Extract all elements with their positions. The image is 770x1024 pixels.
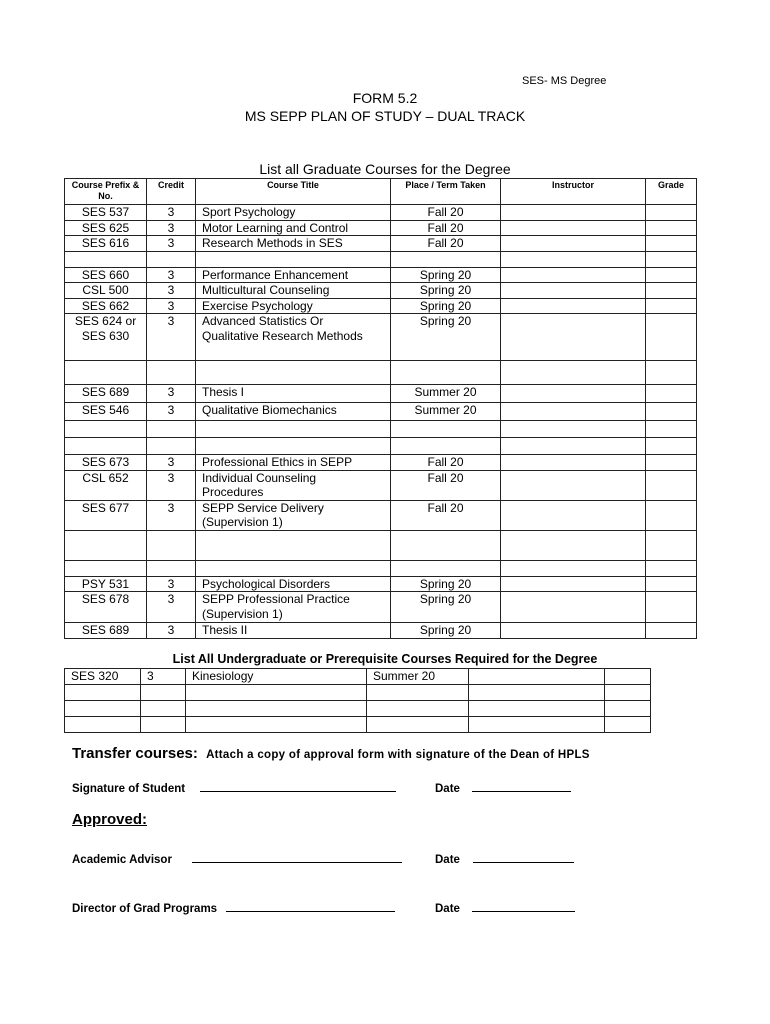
course-title-text: Qualitative Biomechanics — [202, 403, 337, 417]
course-title-cell — [196, 205, 391, 221]
term-text: Spring 20 — [419, 592, 472, 606]
undergrad-courses-heading: List All Undergraduate or Prerequisite Courses Required for the Degree — [172, 652, 598, 666]
term-cell — [367, 701, 469, 717]
course-title-cell: Kinesiology — [186, 669, 367, 685]
course-prefix-cell — [65, 251, 147, 267]
course-title-cell — [196, 298, 391, 314]
course-title-text: Psychological Disorders — [202, 576, 331, 591]
advisor-signature-row — [72, 850, 402, 868]
credit-cell — [147, 470, 196, 500]
credit-text: 3 — [167, 592, 175, 606]
instructor-cell[interactable] — [501, 592, 646, 623]
table-row — [65, 560, 697, 576]
approved-heading: Approved: — [72, 811, 147, 828]
course-prefix-cell — [65, 455, 147, 471]
course-title-cell — [196, 470, 391, 500]
course-title-text: SEPP Service Delivery (Supervision 1) — [202, 500, 324, 529]
course-prefix-cell — [65, 205, 147, 221]
term-cell — [391, 220, 501, 236]
term-cell — [391, 385, 501, 403]
instructor-cell[interactable] — [501, 251, 646, 267]
form-title: MS SEPP PLAN OF STUDY – DUAL TRACK — [244, 108, 526, 124]
course-title-text: Performance Enhancement — [202, 267, 349, 282]
instructor-cell[interactable] — [501, 455, 646, 471]
column-header-instructor: Instructor — [501, 179, 646, 205]
term-text: Summer 20 — [414, 385, 477, 399]
grade-cell[interactable] — [646, 298, 697, 314]
table-row — [65, 438, 697, 455]
credit-text: 3 — [167, 283, 175, 297]
table-row — [65, 220, 697, 236]
grade-cell[interactable] — [646, 267, 697, 283]
table-row — [65, 685, 651, 701]
course-prefix-text: PSY 531 — [81, 576, 130, 591]
student-date-line[interactable] — [472, 781, 571, 792]
credit-cell: 3 — [141, 669, 186, 685]
table-row — [65, 576, 697, 592]
credit-cell — [147, 438, 196, 455]
term-cell — [391, 530, 501, 560]
course-title-cell — [196, 623, 391, 639]
instructor-cell[interactable] — [501, 298, 646, 314]
credit-cell — [147, 500, 196, 530]
credit-text: 3 — [167, 500, 175, 515]
transfer-label: Transfer courses: — [72, 745, 198, 762]
course-title-cell — [196, 438, 391, 455]
instructor-cell[interactable] — [501, 205, 646, 221]
course-title-text: Thesis II — [202, 623, 248, 637]
course-prefix-text: SES 673 — [81, 455, 130, 469]
instructor-cell[interactable] — [501, 500, 646, 530]
grade-cell[interactable] — [646, 560, 697, 576]
grade-cell[interactable] — [605, 717, 651, 733]
course-prefix-cell — [65, 236, 147, 252]
table-row — [65, 385, 697, 403]
grade-cell[interactable] — [646, 220, 697, 236]
graduate-courses-heading: List all Graduate Courses for the Degree — [259, 161, 511, 177]
instructor-cell[interactable] — [501, 314, 646, 361]
term-cell — [391, 205, 501, 221]
student-signature-row — [72, 779, 396, 797]
term-cell — [391, 283, 501, 299]
course-title-cell — [196, 560, 391, 576]
grade-cell[interactable] — [605, 701, 651, 717]
course-prefix-cell — [65, 560, 147, 576]
course-title-cell — [186, 701, 367, 717]
course-title-text: Thesis I — [202, 385, 245, 399]
student-date-label: Date — [435, 783, 460, 795]
credit-cell — [147, 530, 196, 560]
advisor-date-label: Date — [435, 854, 460, 866]
term-text: Fall 20 — [427, 500, 464, 515]
credit-cell — [147, 236, 196, 252]
table-row — [65, 701, 651, 717]
advisor-signature-line[interactable] — [192, 852, 402, 863]
grade-cell[interactable] — [646, 500, 697, 530]
instructor-cell[interactable] — [501, 560, 646, 576]
course-prefix-cell — [65, 530, 147, 560]
course-title-cell — [196, 530, 391, 560]
credit-cell — [147, 421, 196, 438]
instructor-cell[interactable] — [501, 283, 646, 299]
grade-cell[interactable] — [646, 421, 697, 438]
credit-cell — [147, 298, 196, 314]
term-text: Fall 20 — [427, 220, 464, 235]
course-title-cell — [196, 576, 391, 592]
credit-text: 3 — [167, 403, 175, 417]
column-header-credit: Credit — [147, 179, 196, 205]
term-cell — [391, 298, 501, 314]
grade-cell[interactable] — [646, 236, 697, 252]
undergrad-courses-table — [64, 668, 651, 733]
credit-text: 3 — [167, 385, 175, 399]
credit-text: 3 — [167, 205, 175, 219]
header-tag: SES- MS Degree — [522, 75, 607, 87]
credit-cell — [147, 251, 196, 267]
credit-text: 3 — [167, 314, 175, 328]
term-text: Spring 20 — [419, 298, 472, 313]
table-row — [65, 623, 697, 639]
course-title-cell — [186, 685, 367, 701]
instructor-cell[interactable] — [501, 403, 646, 421]
course-title-cell — [196, 385, 391, 403]
course-prefix-text: SES 625 — [81, 220, 130, 235]
term-cell — [391, 592, 501, 623]
instructor-cell[interactable] — [501, 220, 646, 236]
course-prefix-cell — [65, 403, 147, 421]
term-cell — [391, 455, 501, 471]
instructor-cell[interactable] — [469, 669, 605, 685]
instructor-cell[interactable] — [501, 361, 646, 385]
grade-cell[interactable] — [605, 685, 651, 701]
table-row — [65, 669, 651, 685]
instructor-cell[interactable] — [501, 385, 646, 403]
credit-cell — [147, 560, 196, 576]
credit-text: 3 — [167, 236, 175, 250]
course-prefix-text: SES 660 — [81, 267, 130, 282]
course-title-cell — [196, 314, 391, 361]
advisor-date-line[interactable] — [473, 852, 574, 863]
credit-text: 3 — [167, 623, 175, 637]
table-row — [65, 236, 697, 252]
term-cell — [391, 361, 501, 385]
term-cell — [391, 438, 501, 455]
term-cell — [391, 421, 501, 438]
credit-cell — [147, 205, 196, 221]
course-prefix-cell — [65, 385, 147, 403]
table-row — [65, 283, 697, 299]
column-header-term: Place / Term Taken — [391, 179, 501, 205]
grade-cell[interactable] — [646, 283, 697, 299]
term-cell — [391, 403, 501, 421]
term-cell — [391, 267, 501, 283]
form-number: FORM 5.2 — [352, 90, 418, 106]
transfer-courses — [72, 745, 590, 762]
course-prefix-cell — [65, 500, 147, 530]
course-prefix-text: SES 678 — [81, 592, 130, 606]
instructor-cell[interactable] — [501, 236, 646, 252]
course-prefix-text: SES 677 — [81, 500, 130, 515]
course-prefix-cell — [65, 576, 147, 592]
advisor-date-row — [435, 850, 574, 868]
term-cell — [391, 251, 501, 267]
credit-cell — [147, 576, 196, 592]
transfer-note: Attach a copy of approval form with signature of the Dean of HPLS — [206, 749, 590, 761]
term-text: Fall 20 — [427, 470, 464, 485]
course-prefix-cell — [65, 685, 141, 701]
table-row — [65, 251, 697, 267]
credit-cell — [141, 717, 186, 733]
credit-text: 3 — [167, 220, 175, 235]
course-title-cell — [196, 236, 391, 252]
course-prefix-cell — [65, 623, 147, 639]
instructor-cell[interactable] — [501, 267, 646, 283]
table-row — [65, 717, 651, 733]
director-signature-line[interactable] — [226, 901, 395, 912]
term-cell — [367, 685, 469, 701]
grade-cell[interactable] — [646, 470, 697, 500]
student-signature-label: Signature of Student — [72, 783, 186, 795]
grade-cell[interactable] — [646, 438, 697, 455]
term-cell — [391, 576, 501, 592]
credit-cell — [147, 220, 196, 236]
credit-cell — [147, 455, 196, 471]
credit-text: 3 — [167, 455, 175, 469]
credit-cell — [141, 701, 186, 717]
instructor-cell[interactable] — [501, 470, 646, 500]
course-title-text: Individual Counseling Procedures — [202, 470, 317, 499]
table-row — [65, 403, 697, 421]
course-prefix-text: CSL 500 — [82, 283, 129, 297]
course-title-text: Sport Psychology — [202, 205, 296, 219]
course-title-cell — [196, 421, 391, 438]
director-date-row — [435, 899, 575, 917]
course-title-text: Research Methods in SES — [202, 236, 343, 250]
director-date-label: Date — [435, 903, 460, 915]
course-title-text: SEPP Professional Practice (Supervision 1) — [202, 592, 350, 621]
credit-cell — [147, 403, 196, 421]
table-row — [65, 592, 697, 623]
course-prefix-cell — [65, 438, 147, 455]
course-prefix-cell — [65, 361, 147, 385]
table-row — [65, 205, 697, 221]
course-prefix-text: SES 689 — [81, 623, 130, 637]
course-title-text: Advanced Statistics Or Qualitative Research Methods — [202, 314, 363, 343]
grade-cell[interactable] — [646, 623, 697, 639]
table-row — [65, 470, 697, 500]
instructor-cell[interactable] — [469, 701, 605, 717]
course-prefix-cell — [65, 592, 147, 623]
course-prefix-cell — [65, 717, 141, 733]
graduate-table-header — [65, 179, 697, 205]
term-cell — [391, 623, 501, 639]
course-title-cell — [196, 592, 391, 623]
course-title-cell — [196, 403, 391, 421]
course-title-cell — [196, 455, 391, 471]
instructor-cell[interactable] — [469, 685, 605, 701]
grade-cell[interactable] — [646, 205, 697, 221]
course-prefix-text: SES 662 — [81, 298, 130, 313]
term-cell: Summer 20 — [367, 669, 469, 685]
course-prefix-text: SES 689 — [81, 385, 130, 399]
student-signature-line[interactable] — [200, 781, 396, 792]
course-prefix-cell — [65, 421, 147, 438]
course-title-text: Exercise Psychology — [202, 298, 313, 313]
term-cell — [391, 500, 501, 530]
term-text: Spring 20 — [419, 314, 472, 328]
table-row — [65, 455, 697, 471]
course-title-cell — [196, 220, 391, 236]
grade-cell[interactable] — [646, 385, 697, 403]
credit-text: 3 — [167, 267, 175, 282]
advisor-signature-label: Academic Advisor — [72, 854, 172, 866]
grade-cell[interactable] — [646, 314, 697, 361]
course-prefix-cell — [65, 283, 147, 299]
graduate-courses-table — [64, 178, 697, 639]
course-prefix-cell — [65, 314, 147, 361]
instructor-cell[interactable] — [501, 530, 646, 560]
term-text: Fall 20 — [427, 205, 464, 219]
course-title-cell — [196, 251, 391, 267]
instructor-cell[interactable] — [501, 421, 646, 438]
course-prefix-text: SES 624 or SES 630 — [74, 314, 137, 343]
course-title-text: Professional Ethics in SEPP — [202, 455, 353, 469]
instructor-cell[interactable] — [501, 623, 646, 639]
column-header-title: Course Title — [196, 179, 391, 205]
student-date-row — [435, 779, 571, 797]
course-prefix-cell — [65, 470, 147, 500]
credit-text: 3 — [167, 576, 175, 591]
director-signature-row — [72, 899, 395, 917]
credit-text: 3 — [167, 470, 175, 485]
course-prefix-text: SES 537 — [81, 205, 130, 219]
table-row — [65, 314, 697, 361]
course-title-cell — [196, 361, 391, 385]
grade-cell[interactable] — [646, 403, 697, 421]
course-prefix-cell: SES 320 — [65, 669, 141, 685]
instructor-cell[interactable] — [469, 717, 605, 733]
credit-cell — [147, 267, 196, 283]
instructor-cell[interactable] — [501, 576, 646, 592]
term-text: Spring 20 — [419, 283, 472, 297]
course-title-cell — [196, 500, 391, 530]
table-row — [65, 530, 697, 560]
credit-cell — [147, 283, 196, 299]
term-text: Summer 20 — [414, 403, 477, 417]
credit-cell — [141, 685, 186, 701]
term-cell — [391, 236, 501, 252]
credit-cell — [147, 314, 196, 361]
grade-cell[interactable] — [646, 361, 697, 385]
credit-cell — [147, 623, 196, 639]
course-prefix-text: SES 616 — [81, 236, 130, 250]
table-row — [65, 500, 697, 530]
course-title-cell — [196, 283, 391, 299]
grade-cell[interactable] — [646, 455, 697, 471]
grade-cell[interactable] — [646, 251, 697, 267]
column-header-prefix: Course Prefix & No. — [65, 179, 147, 205]
course-title-text: Multicultural Counseling — [202, 283, 330, 297]
term-text: Spring 20 — [419, 576, 472, 591]
credit-cell — [147, 385, 196, 403]
course-prefix-text: CSL 652 — [82, 470, 129, 485]
course-prefix-cell — [65, 267, 147, 283]
table-row — [65, 267, 697, 283]
director-signature-label: Director of Grad Programs — [72, 903, 218, 915]
term-cell — [391, 560, 501, 576]
course-title-text: Motor Learning and Control — [202, 220, 349, 235]
term-text: Fall 20 — [427, 455, 464, 469]
course-prefix-text: SES 546 — [81, 403, 130, 417]
course-prefix-cell — [65, 220, 147, 236]
term-text: Fall 20 — [427, 236, 464, 250]
course-prefix-cell — [65, 298, 147, 314]
credit-cell — [147, 361, 196, 385]
term-text: Spring 20 — [419, 267, 472, 282]
table-row — [65, 298, 697, 314]
instructor-cell[interactable] — [501, 438, 646, 455]
course-title-cell — [196, 267, 391, 283]
grade-cell[interactable] — [646, 530, 697, 560]
table-row — [65, 361, 697, 385]
term-text: Spring 20 — [419, 623, 472, 637]
credit-cell — [147, 592, 196, 623]
grade-cell[interactable] — [646, 576, 697, 592]
term-cell — [367, 717, 469, 733]
course-title-cell — [186, 717, 367, 733]
table-row — [65, 421, 697, 438]
term-cell — [391, 470, 501, 500]
column-header-grade: Grade — [646, 179, 697, 205]
grade-cell[interactable] — [646, 592, 697, 623]
course-prefix-cell — [65, 701, 141, 717]
credit-text: 3 — [167, 298, 175, 313]
director-date-line[interactable] — [472, 901, 575, 912]
grade-cell[interactable] — [605, 669, 651, 685]
term-cell — [391, 314, 501, 361]
